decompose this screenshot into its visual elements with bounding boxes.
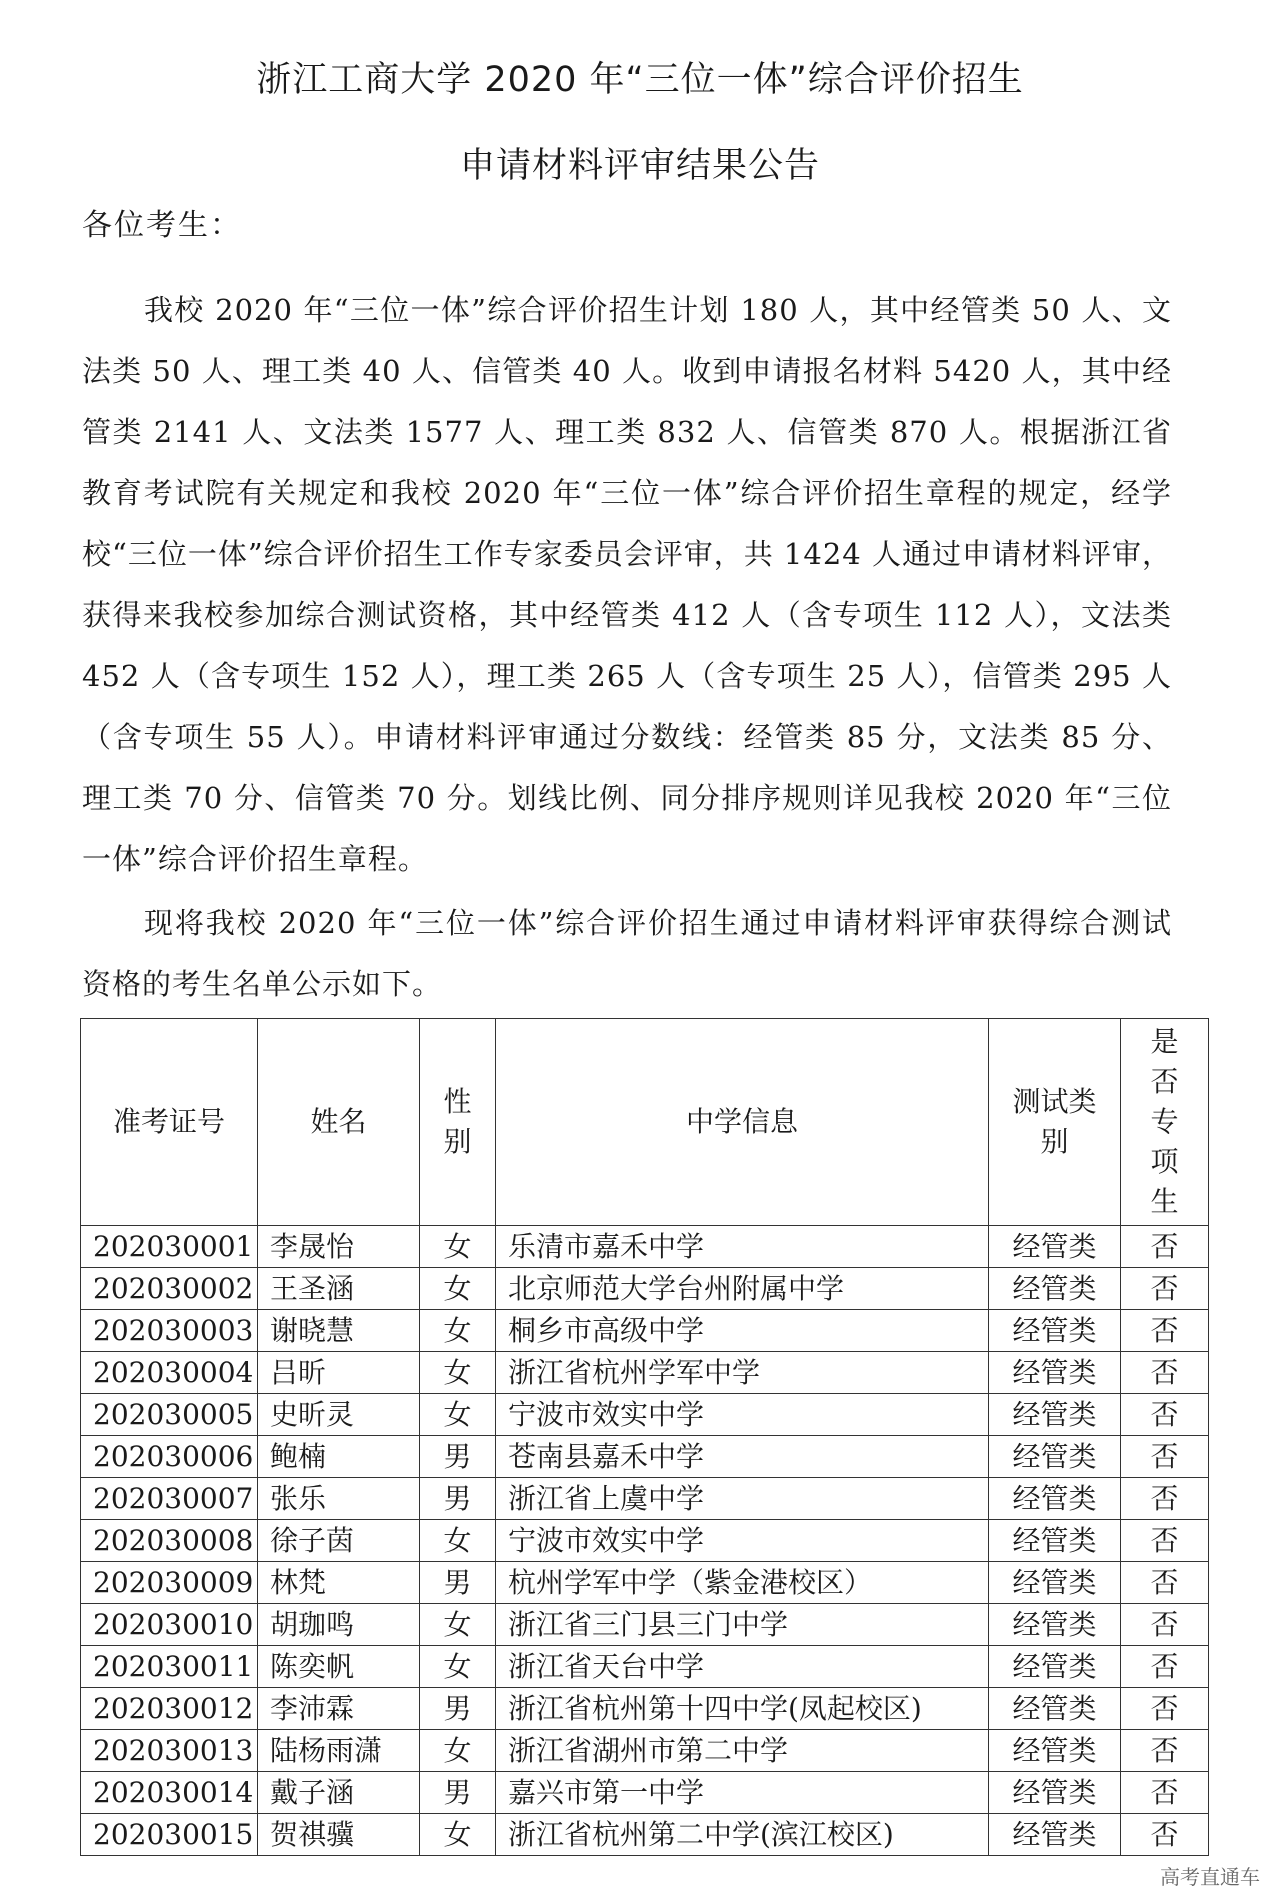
- page-title: 浙江工商大学 2020 年“三位一体”综合评价招生: [256, 60, 1024, 100]
- cell-school: 苍南县嘉禾中学: [496, 1436, 989, 1478]
- cell-category: 经管类: [989, 1436, 1121, 1478]
- cell-id: 202030013: [81, 1730, 258, 1772]
- cell-id: 202030003: [81, 1310, 258, 1352]
- cell-school: 浙江省杭州第二中学(滨江校区): [496, 1814, 989, 1856]
- table-row: [81, 1268, 1209, 1310]
- table-row: [81, 1730, 1209, 1772]
- cell-name: 贺祺骥: [258, 1814, 420, 1856]
- candidate-table: [80, 1018, 1209, 1856]
- cell-category: 经管类: [989, 1604, 1121, 1646]
- paragraph-list-intro: 现将我校 2020 年“三位一体”综合评价招生通过申请材料评审获得综合测试资格的考生名单公示如下。: [82, 906, 1172, 1001]
- header-category: 测试类别: [989, 1019, 1121, 1226]
- cell-school: 北京师范大学台州附属中学: [496, 1268, 989, 1310]
- cell-school: 浙江省上虞中学: [496, 1478, 989, 1520]
- cell-id: 202030005: [81, 1394, 258, 1436]
- cell-category: 经管类: [989, 1226, 1121, 1268]
- cell-school: 宁波市效实中学: [496, 1394, 989, 1436]
- cell-gender: 男: [420, 1478, 496, 1520]
- header-id: 准考证号: [81, 1019, 258, 1226]
- cell-gender: 女: [420, 1394, 496, 1436]
- cell-id: 202030001: [81, 1226, 258, 1268]
- cell-name: 李沛霖: [258, 1688, 420, 1730]
- cell-special: 否: [1121, 1436, 1209, 1478]
- cell-school: 浙江省天台中学: [496, 1646, 989, 1688]
- table-row: [81, 1226, 1209, 1268]
- cell-category: 经管类: [989, 1688, 1121, 1730]
- cell-category: 经管类: [989, 1646, 1121, 1688]
- cell-gender: 女: [420, 1604, 496, 1646]
- cell-school: 杭州学军中学（紫金港校区）: [496, 1562, 989, 1604]
- table-row: [81, 1604, 1209, 1646]
- cell-id: 202030015: [81, 1814, 258, 1856]
- cell-special: 否: [1121, 1520, 1209, 1562]
- cell-name: 史昕灵: [258, 1394, 420, 1436]
- header-special: 是否专项生: [1121, 1019, 1209, 1226]
- cell-name: 张乐: [258, 1478, 420, 1520]
- cell-gender: 男: [420, 1562, 496, 1604]
- cell-category: 经管类: [989, 1478, 1121, 1520]
- cell-special: 否: [1121, 1310, 1209, 1352]
- cell-category: 经管类: [989, 1394, 1121, 1436]
- cell-special: 否: [1121, 1730, 1209, 1772]
- cell-id: 202030012: [81, 1688, 258, 1730]
- cell-category: 经管类: [989, 1352, 1121, 1394]
- cell-gender: 女: [420, 1352, 496, 1394]
- cell-name: 林梵: [258, 1562, 420, 1604]
- watermark: 高考直通车: [1160, 1865, 1260, 1889]
- paragraph-admission-summary: 我校 2020 年“三位一体”综合评价招生计划 180 人，其中经管类 50 人、文法类 50 人、理工类 40 人、信管类 40 人。收到申请报名材料 5420 人，其中经管类 2141 人、文法类 1577 人、理工类 832 人、信管类 870 人。根据浙江省教育考试院有关规定和我校 2020 年“三位一体”综合评价招生章程的规定，经学校“三位一体”综合评价招生工作专家委员会评审，共 1424 人通过申请材料评审，获得来我校参加综合测试资格，其中经管类 412 人（含专项生 112 人），文法类 452 人（含专项生 152 人），理工类 265 人（含专项生 25 人），信管类 295 人（含专项生 55 人）。申请材料评审通过分数线：经管类 85 分，文法类 85 分、理工类 70 分、信管类 70 分。划线比例、同分排序规则详见我校 2020 年“三位一体”综合评价招生章程。: [82, 293, 1172, 876]
- cell-gender: 男: [420, 1772, 496, 1814]
- cell-category: 经管类: [989, 1814, 1121, 1856]
- cell-name: 陈奕帆: [258, 1646, 420, 1688]
- table-row: [81, 1688, 1209, 1730]
- salutation: 各位考生：: [82, 208, 242, 243]
- cell-special: 否: [1121, 1688, 1209, 1730]
- cell-category: 经管类: [989, 1520, 1121, 1562]
- cell-name: 谢晓慧: [258, 1310, 420, 1352]
- cell-school: 嘉兴市第一中学: [496, 1772, 989, 1814]
- cell-gender: 女: [420, 1520, 496, 1562]
- table-row: [81, 1520, 1209, 1562]
- cell-school: 乐清市嘉禾中学: [496, 1226, 989, 1268]
- cell-school: 浙江省杭州第十四中学(凤起校区): [496, 1688, 989, 1730]
- cell-gender: 女: [420, 1310, 496, 1352]
- cell-category: 经管类: [989, 1730, 1121, 1772]
- header-name: 姓名: [258, 1019, 420, 1226]
- table-row: [81, 1562, 1209, 1604]
- cell-category: 经管类: [989, 1268, 1121, 1310]
- cell-id: 202030014: [81, 1772, 258, 1814]
- cell-gender: 女: [420, 1268, 496, 1310]
- cell-gender: 女: [420, 1226, 496, 1268]
- cell-name: 吕昕: [258, 1352, 420, 1394]
- cell-name: 徐子茵: [258, 1520, 420, 1562]
- cell-category: 经管类: [989, 1772, 1121, 1814]
- cell-id: 202030002: [81, 1268, 258, 1310]
- cell-special: 否: [1121, 1352, 1209, 1394]
- cell-school: 桐乡市高级中学: [496, 1310, 989, 1352]
- cell-school: 浙江省杭州学军中学: [496, 1352, 989, 1394]
- header-school: 中学信息: [496, 1019, 989, 1226]
- cell-name: 陆杨雨潇: [258, 1730, 420, 1772]
- cell-name: 鲍楠: [258, 1436, 420, 1478]
- cell-name: 戴子涵: [258, 1772, 420, 1814]
- table-header-row: [81, 1019, 1209, 1226]
- cell-category: 经管类: [989, 1562, 1121, 1604]
- cell-id: 202030007: [81, 1478, 258, 1520]
- cell-gender: 男: [420, 1436, 496, 1478]
- cell-id: 202030006: [81, 1436, 258, 1478]
- cell-id: 202030008: [81, 1520, 258, 1562]
- table-row: [81, 1394, 1209, 1436]
- table-row: [81, 1814, 1209, 1856]
- cell-special: 否: [1121, 1268, 1209, 1310]
- cell-name: 胡珈鸣: [258, 1604, 420, 1646]
- cell-school: 浙江省湖州市第二中学: [496, 1730, 989, 1772]
- cell-category: 经管类: [989, 1310, 1121, 1352]
- cell-gender: 女: [420, 1730, 496, 1772]
- cell-special: 否: [1121, 1226, 1209, 1268]
- cell-special: 否: [1121, 1772, 1209, 1814]
- table-row: [81, 1478, 1209, 1520]
- table-row: [81, 1436, 1209, 1478]
- table-row: [81, 1310, 1209, 1352]
- table-row: [81, 1772, 1209, 1814]
- cell-school: 浙江省三门县三门中学: [496, 1604, 989, 1646]
- cell-id: 202030009: [81, 1562, 258, 1604]
- cell-gender: 女: [420, 1814, 496, 1856]
- cell-id: 202030010: [81, 1604, 258, 1646]
- cell-gender: 男: [420, 1688, 496, 1730]
- cell-special: 否: [1121, 1814, 1209, 1856]
- cell-gender: 女: [420, 1646, 496, 1688]
- cell-id: 202030011: [81, 1646, 258, 1688]
- cell-special: 否: [1121, 1562, 1209, 1604]
- cell-special: 否: [1121, 1646, 1209, 1688]
- cell-school: 宁波市效实中学: [496, 1520, 989, 1562]
- page-subtitle: 申请材料评审结果公告: [459, 146, 820, 186]
- cell-special: 否: [1121, 1478, 1209, 1520]
- table-row: [81, 1646, 1209, 1688]
- table-row: [81, 1352, 1209, 1394]
- cell-special: 否: [1121, 1394, 1209, 1436]
- cell-id: 202030004: [81, 1352, 258, 1394]
- header-gender: 性别: [420, 1019, 496, 1226]
- cell-name: 王圣涵: [258, 1268, 420, 1310]
- cell-name: 李晟怡: [258, 1226, 420, 1268]
- cell-special: 否: [1121, 1604, 1209, 1646]
